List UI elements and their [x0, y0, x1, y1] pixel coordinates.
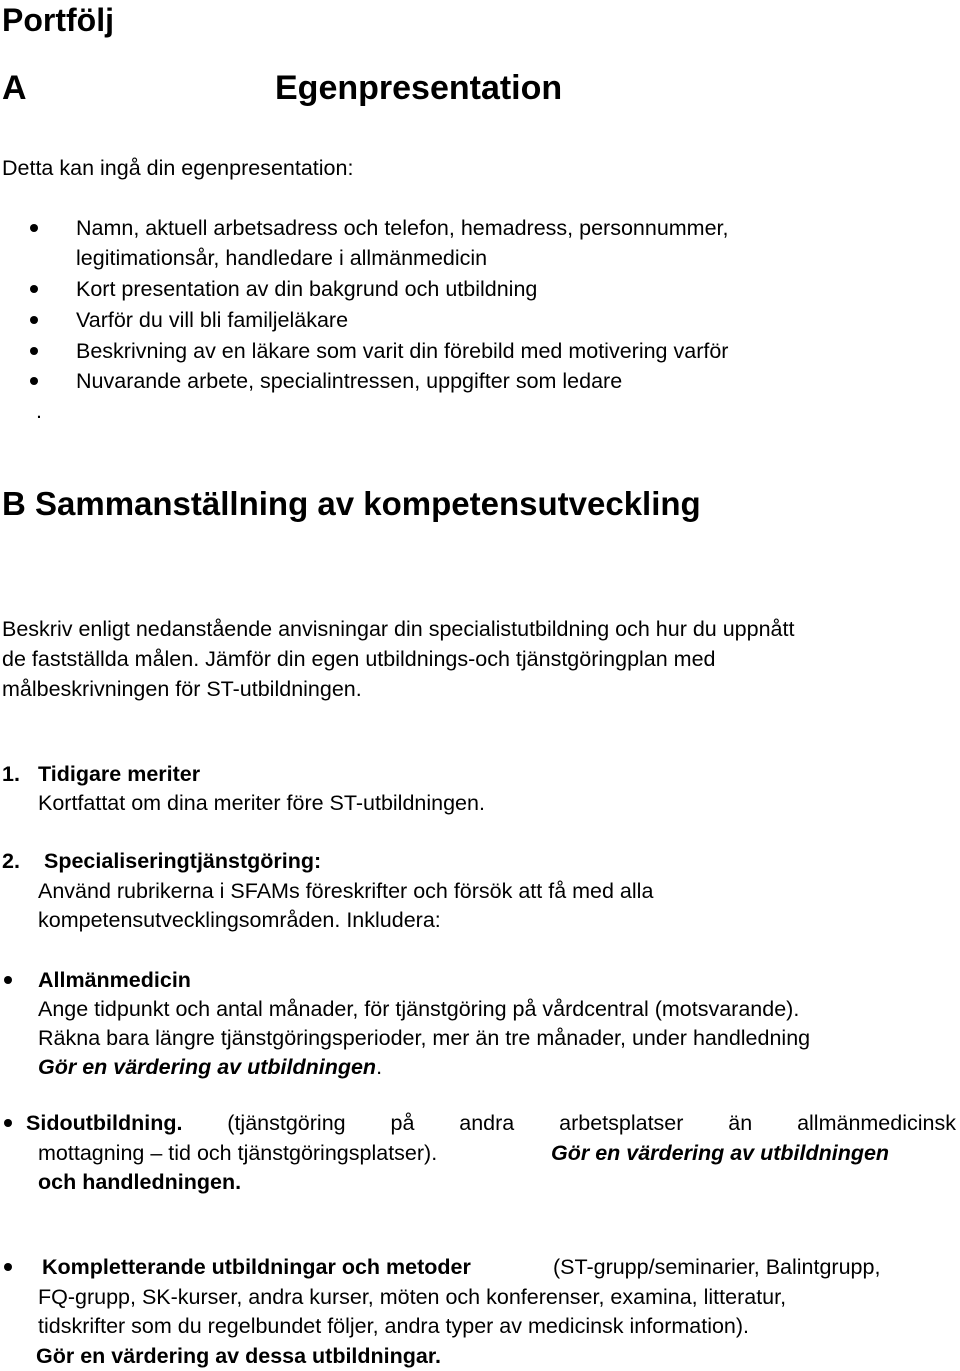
- bullet-icon: [30, 316, 38, 324]
- item-1-number: 1.: [2, 762, 20, 786]
- item-2-title: Specialiseringtjänstgöring:: [44, 849, 322, 873]
- kompletterande-text: (ST-grupp/seminarier, Balintgrupp,: [553, 1255, 881, 1279]
- list-item-continuation: legitimationsår, handledare i allmänmedicin: [76, 246, 488, 270]
- word: allmänmedicinsk: [797, 1111, 956, 1135]
- sidoutbildning-line: [26, 1108, 956, 1138]
- page-title: Portfölj: [2, 2, 114, 38]
- bullet-icon: [30, 224, 38, 232]
- item-1-text: Kortfattat om dina meriter före ST-utbildningen.: [38, 791, 485, 815]
- sidoutbildning-text: mottagning – tid och tjänstgöringsplatser).: [38, 1141, 438, 1165]
- period: .: [376, 1055, 383, 1079]
- bullet-icon: [30, 285, 38, 293]
- item-2-number: 2.: [2, 849, 20, 873]
- emphasis-text: Gör en värdering av utbildningen: [38, 1055, 377, 1079]
- allmanmedicin-evaluation: [38, 1052, 382, 1082]
- list-item: Nuvarande arbete, specialintressen, uppgifter som ledare: [76, 369, 623, 393]
- section-a-heading: Egenpresentation: [275, 69, 563, 107]
- word: än: [728, 1111, 753, 1135]
- emphasis-text: Gör en värdering av utbildningen: [551, 1141, 890, 1165]
- section-b-heading: B Sammanställning av kompetensutveckling: [2, 485, 701, 522]
- bullet-icon: [4, 1119, 12, 1127]
- word: arbetsplatser: [559, 1111, 684, 1135]
- section-a-intro: Detta kan ingå din egenpresentation:: [2, 156, 354, 180]
- bullet-icon: [30, 347, 38, 355]
- bullet-icon: [4, 1263, 12, 1271]
- section-b-intro-line: målbeskrivningen för ST-utbildningen.: [2, 677, 362, 701]
- allmanmedicin-text: Ange tidpunkt och antal månader, för tjänstgöring på vårdcentral (motsvarande).: [38, 997, 800, 1021]
- item-2-text: Använd rubrikerna i SFAMs föreskrifter och försök att få med alla: [38, 879, 654, 903]
- emphasis-text: Gör en värdering av dessa utbildningar.: [36, 1344, 442, 1368]
- item-1-title: Tidigare meriter: [38, 762, 201, 786]
- section-b-intro-line: Beskriv enligt nedanstående anvisningar din specialistutbildning och hur du uppnått: [2, 617, 795, 641]
- bullet-icon: [30, 377, 38, 385]
- sidoutbildning-title: Sidoutbildning.: [26, 1111, 183, 1135]
- list-item: Namn, aktuell arbetsadress och telefon, hemadress, personnummer,: [76, 216, 729, 240]
- list-item: Kort presentation av din bakgrund och utbildning: [76, 277, 538, 301]
- emphasis-text: och handledningen.: [38, 1170, 242, 1194]
- allmanmedicin-text: Räkna bara längre tjänstgöringsperioder, mer än tre månader, under handledning: [38, 1026, 811, 1050]
- word: andra: [459, 1111, 515, 1135]
- kompletterande-text: tidskrifter som du regelbundet följer, andra typer av medicinsk information).: [38, 1314, 750, 1338]
- bullet-icon: [4, 976, 12, 984]
- kompletterande-title: Kompletterande utbildningar och metoder: [42, 1255, 471, 1279]
- allmanmedicin-title: Allmänmedicin: [38, 968, 191, 992]
- list-item: Beskrivning av en läkare som varit din förebild med motivering varför: [76, 339, 729, 363]
- section-a-letter: A: [2, 69, 27, 107]
- word: på: [390, 1111, 415, 1135]
- item-2-text: kompetensutvecklingsområden. Inkludera:: [38, 908, 441, 932]
- list-item: Varför du vill bli familjeläkare: [76, 308, 349, 332]
- section-b-intro-line: de fastställda målen. Jämför din egen utbildnings-och tjänstgöringplan med: [2, 647, 716, 671]
- stray-dot: .: [36, 399, 42, 423]
- kompletterande-text: FQ-grupp, SK-kurser, andra kurser, möten och konferenser, examina, litteratur,: [38, 1285, 787, 1309]
- word: (tjänstgöring: [227, 1111, 346, 1135]
